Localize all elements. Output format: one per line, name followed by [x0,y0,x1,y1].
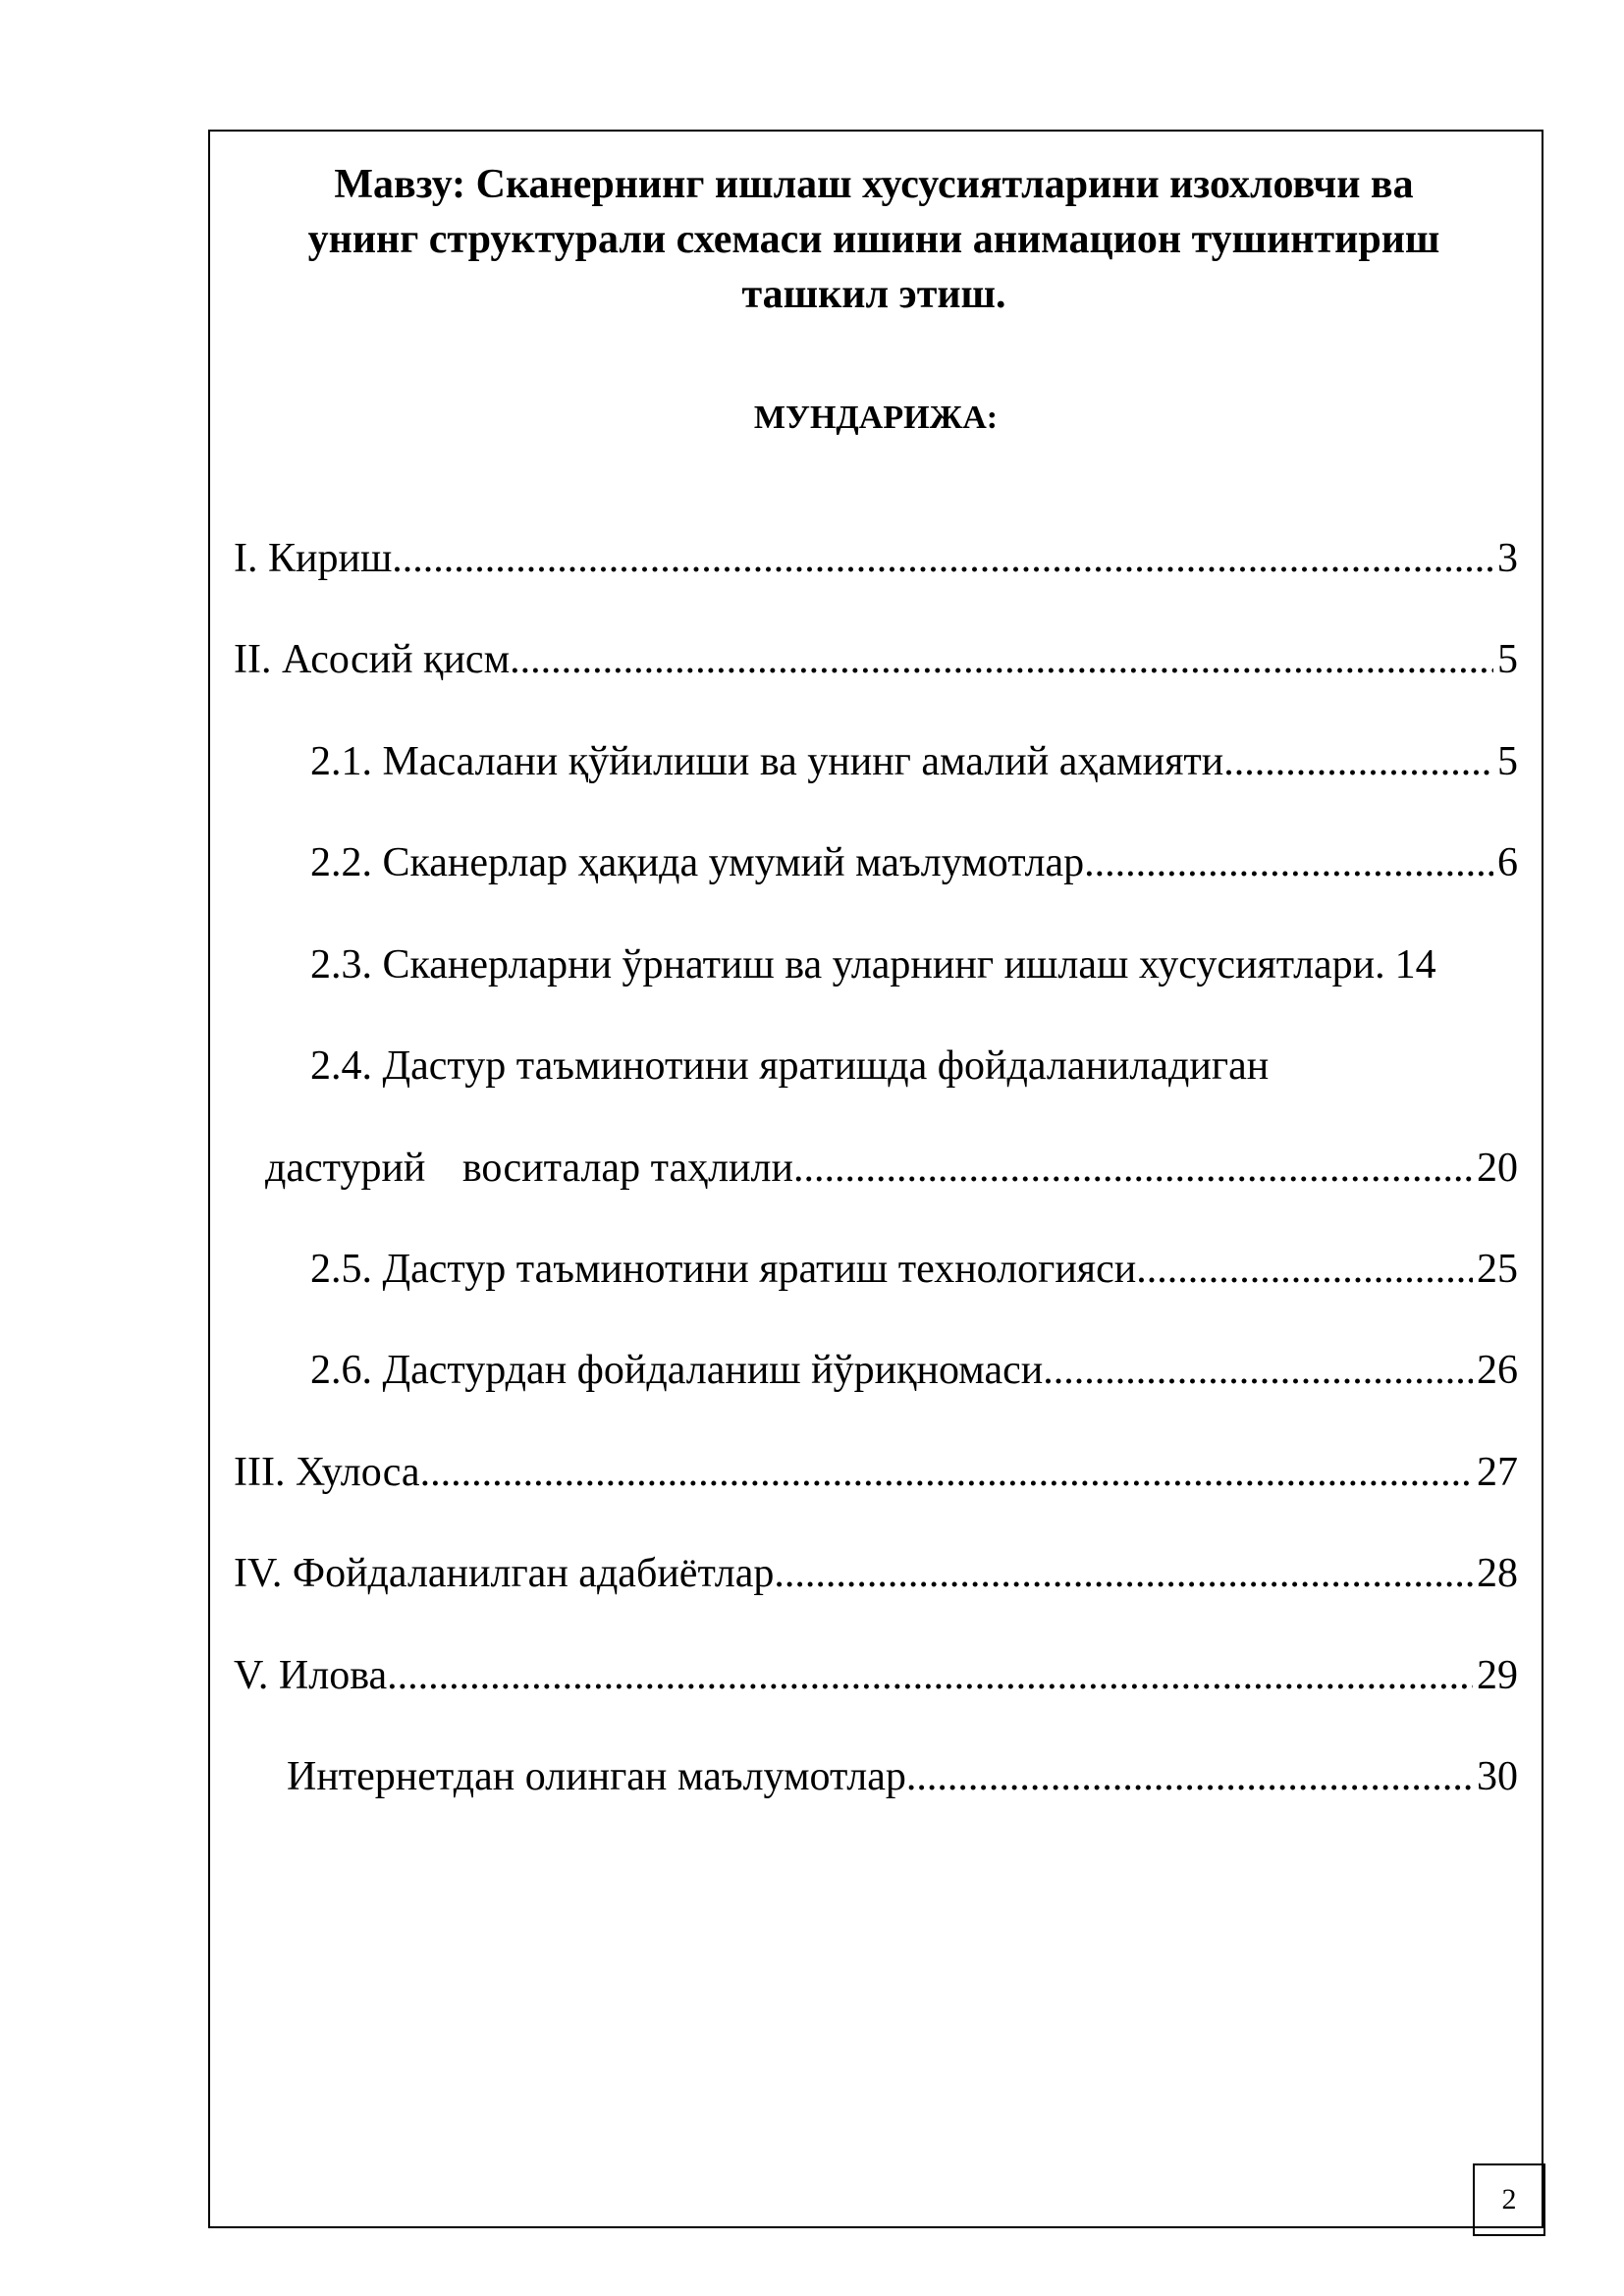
page-number: 2 [1473,2163,1545,2236]
toc-entry-label: Интернетдан олинган маълумотлар. [287,1754,917,1799]
toc-entry-appendix[interactable] [234,1648,1518,1703]
toc-entry-label: I. Кириш [234,536,393,581]
toc-entry-main-part[interactable] [234,632,1518,687]
toc-entry-label: 2.6. Дастурдан фойдаланиш йўриқномаси [310,1348,1044,1393]
toc-leader-dots [916,1749,1473,1804]
toc-leader-dots [420,1445,1473,1500]
toc-entry-page: 5 [1497,637,1518,682]
toc-entry-page: 26 [1477,1348,1518,1393]
toc-entry-references[interactable] [234,1546,1518,1601]
title-line-3: ташкил этиш. [741,272,1006,317]
toc-entry-2-6[interactable] [310,1343,1518,1398]
toc-leader-dots [774,1546,1473,1601]
toc-entry-label: 2.3. Сканерларни ўрнатиш ва уларнинг ишлаш хусусиятлари. [310,942,1385,988]
toc-entry-label-continued: дастурий [265,1146,426,1191]
toc-entry-label: V. Илова [234,1653,388,1698]
toc-entry-intro[interactable] [234,531,1518,586]
toc-entry-page: 28 [1477,1551,1518,1596]
toc-entry-label: IV. Фойдаланилган адабиётлар [234,1551,775,1596]
toc-entry-conclusion[interactable] [234,1445,1518,1500]
toc-leader-dots [1043,1343,1473,1398]
toc-entry-label: III. Хулоса [234,1450,420,1495]
toc-entry-2-1[interactable] [310,734,1518,789]
toc-entry-page: 27 [1477,1450,1518,1495]
toc-leader-dots [392,531,1493,586]
toc-entry-page: 25 [1477,1247,1518,1292]
toc-entry-label: II. Асосий қисм [234,637,511,682]
document-title [236,157,1512,322]
toc-entry-page: 6 [1497,840,1518,885]
toc-leader-dots [1234,734,1493,789]
toc-entry-label: 2.5. Дастур таъминотини яратиш технологияси [310,1247,1137,1292]
toc-entry-page: 30 [1477,1754,1518,1799]
toc-entry-page: 20 [1477,1146,1518,1191]
toc-entry-page: 29 [1477,1653,1518,1698]
toc-leader-dots [803,1141,1473,1196]
toc-entry-internet-data[interactable] [287,1749,1518,1804]
toc-entry-2-4-line2[interactable] [265,1141,1518,1196]
toc-entry-label: 2.2. Сканерлар ҳақида умумий маълумотлар. [310,840,1095,885]
toc-entry-label: 2.4. Дастур таъминотини яратишда фойдаланиладиган [310,1043,1270,1089]
toc-leader-dots [510,632,1493,687]
toc-leader-dots [1095,835,1493,890]
toc-leader-dots [1136,1242,1473,1297]
toc-heading: МУНДАРИЖА: [753,400,999,436]
toc-leader-dots [387,1648,1473,1703]
toc-entry-page: 5 [1497,739,1518,784]
toc-entry-2-4-line1[interactable] [310,1039,1269,1094]
toc-entry-page: 3 [1497,536,1518,581]
toc-entry-2-2[interactable] [310,835,1518,890]
title-line-2: унинг структурали схемаси ишини анимацион тушинтириш [307,217,1440,262]
toc-entry-label-continued: воситалар таҳлили. [461,1146,804,1191]
title-line-1: Мавзу: Сканернинг ишлаш хусусиятларини изохловчи ва [334,162,1414,207]
toc-entry-2-5[interactable] [310,1242,1518,1297]
toc-entry-2-3[interactable] [310,937,1518,992]
toc-entry-page: 14 [1394,942,1436,988]
toc-entry-label: 2.1. Масалани қўйилиши ва унинг амалий аҳамияти. [310,739,1234,784]
